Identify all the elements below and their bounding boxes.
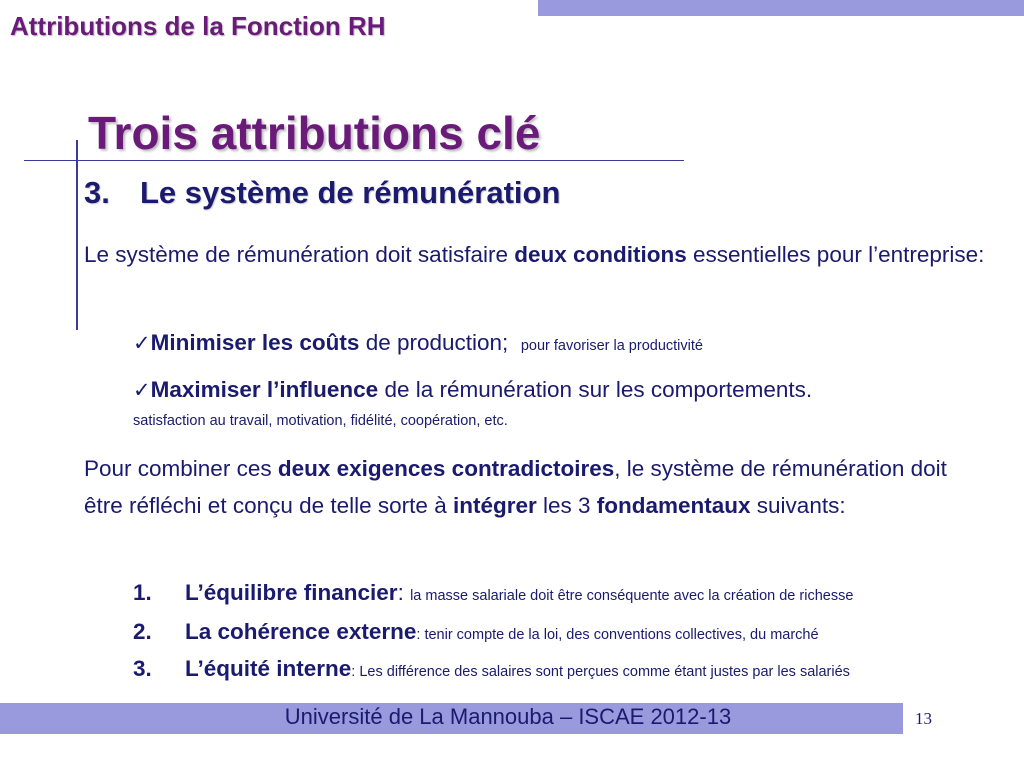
intro-paragraph xyxy=(84,236,1014,273)
fundamental-separator: : xyxy=(397,580,411,605)
header-title: Attributions de la Fonction RH xyxy=(10,11,386,41)
checkmark-icon: ✓ xyxy=(133,331,151,355)
fundamental-title: L’équité interne xyxy=(185,656,352,681)
check-item-text: de production; xyxy=(359,330,509,355)
slide-title: Trois attributions clé xyxy=(88,107,541,159)
fundamental-number: 3. xyxy=(133,656,152,681)
combine-text: Pour combiner ces xyxy=(84,456,278,481)
check-item-text: de la rémunération sur les comportements. xyxy=(378,377,813,402)
page-number: 13 xyxy=(915,709,932,728)
section-title: Le système de rémunération xyxy=(140,175,561,210)
fundamental-item xyxy=(133,656,850,682)
check-item-bold: Maximiser l’influence xyxy=(150,377,379,402)
footer-text: Université de La Mannouba – ISCAE 2012-13 xyxy=(284,704,732,729)
fundamental-item xyxy=(133,619,819,645)
fundamental-note: tenir compte de la loi, des conventions collectives, du marché xyxy=(424,627,819,643)
section-heading xyxy=(84,175,560,211)
title-divider-horizontal xyxy=(24,160,684,161)
combine-paragraph xyxy=(84,450,989,524)
combine-text: suivants: xyxy=(750,493,846,518)
title-divider-vertical xyxy=(76,140,78,330)
check-item xyxy=(133,377,812,403)
combine-bold: intégrer xyxy=(452,493,537,518)
checkmark-icon: ✓ xyxy=(133,378,151,402)
combine-text: , le système de rémunération doit être réfléchi et conçu de telle sorte à xyxy=(84,456,947,518)
fundamental-title: L’équilibre financier xyxy=(185,580,398,605)
check-item-note: satisfaction au travail, motivation, fidélité, coopération, etc. xyxy=(133,413,508,429)
intro-text-end: essentielles pour l’entreprise: xyxy=(686,242,985,267)
fundamental-number: 2. xyxy=(133,619,152,644)
fundamental-note: la masse salariale doit être conséquente avec la création de richesse xyxy=(410,588,854,604)
intro-bold: deux conditions xyxy=(514,242,687,267)
fundamental-note: Les différence des salaires sont perçues comme étant justes par les salariés xyxy=(359,664,850,680)
fundamental-title: La cohérence externe xyxy=(185,619,417,644)
fundamental-number: 1. xyxy=(133,580,152,605)
fundamental-item xyxy=(133,580,853,606)
fundamental-separator: : xyxy=(416,627,425,643)
check-item xyxy=(133,330,703,356)
fundamental-separator: : xyxy=(351,664,360,680)
section-number: 3. xyxy=(84,175,110,210)
combine-text: les 3 xyxy=(536,493,597,518)
intro-text: Le système de rémunération doit satisfaire xyxy=(84,242,515,267)
check-item-note: pour favoriser la productivité xyxy=(520,338,703,354)
check-item-bold: Minimiser les coûts xyxy=(150,330,360,355)
top-accent-bar xyxy=(538,0,1024,16)
combine-bold: fondamentaux xyxy=(596,493,751,518)
combine-bold: deux exigences contradictoires xyxy=(277,456,615,481)
